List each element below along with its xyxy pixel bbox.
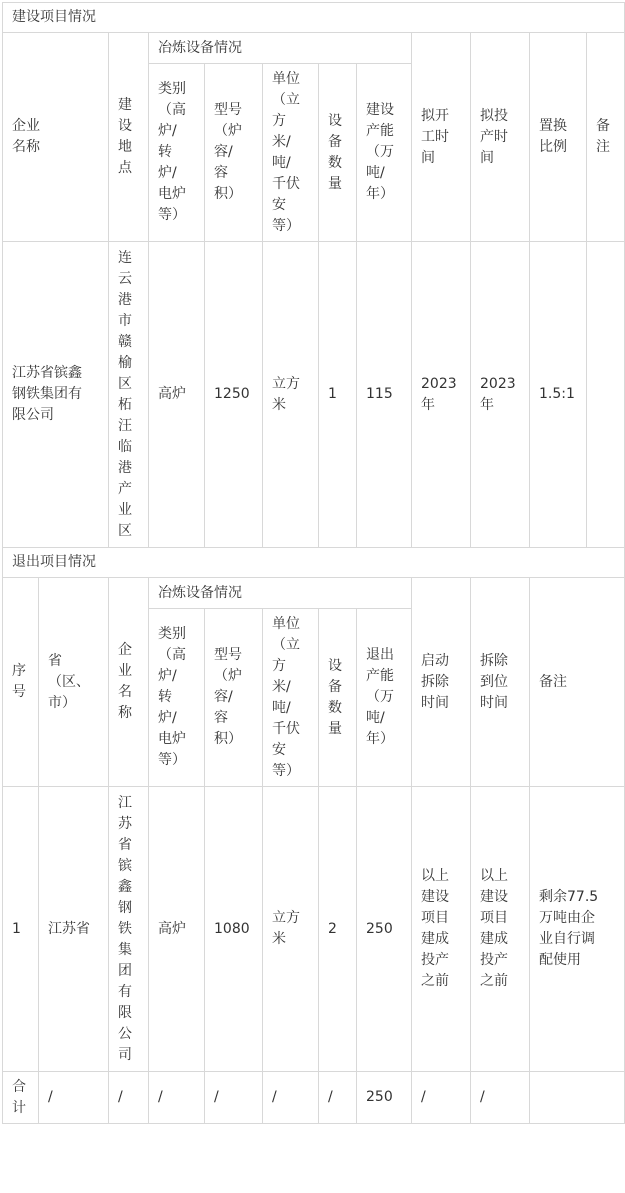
exit-type: 高炉 — [149, 787, 205, 1072]
build-section-title: 建设项目情况 — [3, 3, 625, 33]
exit-project-table — [2, 548, 625, 1124]
build-count: 1 — [319, 242, 357, 548]
build-type: 高炉 — [149, 242, 205, 548]
exit-header-smelting: 冶炼设备情况 — [149, 578, 412, 609]
exit-header-demolish-done: 拆除 到位 时间 — [471, 578, 530, 787]
build-model: 1250 — [205, 242, 263, 548]
exit-seq: 1 — [3, 787, 39, 1072]
build-header-ratio: 置换 比例 — [530, 33, 587, 242]
exit-demolish-done: 以上 建设 项目 建成 投产 之前 — [471, 787, 530, 1072]
exit-header-capacity: 退出 产能 （万 吨/ 年） — [357, 609, 412, 787]
total-type: / — [149, 1072, 205, 1124]
build-data-row — [3, 242, 625, 548]
exit-header-remark: 备注 — [530, 578, 625, 787]
build-header-type: 类别 （高 炉/ 转 炉/ 电炉 等） — [149, 64, 205, 242]
build-header-model: 型号 （炉 容/ 容 积） — [205, 64, 263, 242]
exit-header-type: 类别 （高 炉/ 转 炉/ 电炉 等） — [149, 609, 205, 787]
exit-capacity: 250 — [357, 787, 412, 1072]
exit-header-province: 省 （区、 市） — [39, 578, 109, 787]
build-header-prod-time: 拟投 产时 间 — [471, 33, 530, 242]
total-company: / — [109, 1072, 149, 1124]
build-prod-time: 2023 年 — [471, 242, 530, 548]
build-company: 江苏省镔鑫 钢铁集团有 限公司 — [3, 242, 109, 548]
exit-header-seq: 序 号 — [3, 578, 39, 787]
total-capacity: 250 — [357, 1072, 412, 1124]
total-remark — [530, 1072, 625, 1124]
exit-header-model: 型号 （炉 容/ 容 积） — [205, 609, 263, 787]
total-model: / — [205, 1072, 263, 1124]
exit-count: 2 — [319, 787, 357, 1072]
exit-model: 1080 — [205, 787, 263, 1072]
build-project-table — [2, 2, 625, 548]
build-header-remark: 备 注 — [587, 33, 625, 242]
build-unit: 立方 米 — [263, 242, 319, 548]
build-header-start-time: 拟开 工时 间 — [412, 33, 471, 242]
build-header-location: 建 设 地 点 — [109, 33, 149, 242]
build-start-time: 2023 年 — [412, 242, 471, 548]
build-ratio: 1.5:1 — [530, 242, 587, 548]
exit-section-title: 退出项目情况 — [3, 548, 625, 578]
exit-header-unit: 单位 （立 方 米/ 吨/ 千伏 安 等） — [263, 609, 319, 787]
exit-demolish-start: 以上 建设 项目 建成 投产 之前 — [412, 787, 471, 1072]
total-demolish-done: / — [471, 1072, 530, 1124]
exit-header-company: 企 业 名 称 — [109, 578, 149, 787]
build-remark — [587, 242, 625, 548]
total-count: / — [319, 1072, 357, 1124]
exit-total-row — [3, 1072, 625, 1124]
exit-header-demolish-start: 启动 拆除 时间 — [412, 578, 471, 787]
page-bottom-space — [0, 1130, 625, 1193]
exit-remark: 剩余77.5 万吨由企 业自行调 配使用 — [530, 787, 625, 1072]
exit-unit: 立方 米 — [263, 787, 319, 1072]
total-unit: / — [263, 1072, 319, 1124]
total-label: 合 计 — [3, 1072, 39, 1124]
build-header-company: 企业 名称 — [3, 33, 109, 242]
exit-data-row — [3, 787, 625, 1072]
build-header-count: 设 备 数 量 — [319, 64, 357, 242]
exit-company: 江 苏 省 镔 鑫 钢 铁 集 团 有 限 公 司 — [109, 787, 149, 1072]
build-header-smelting: 冶炼设备情况 — [149, 33, 412, 64]
exit-header-count: 设 备 数 量 — [319, 609, 357, 787]
build-header-unit: 单位 （立 方 米/ 吨/ 千伏 安 等） — [263, 64, 319, 242]
build-header-capacity: 建设 产能 （万 吨/ 年） — [357, 64, 412, 242]
total-demolish-start: / — [412, 1072, 471, 1124]
exit-province: 江苏省 — [39, 787, 109, 1072]
total-province: / — [39, 1072, 109, 1124]
build-capacity: 115 — [357, 242, 412, 548]
build-location: 连 云 港 市 赣 榆 区 柘 汪 临 港 产 业 区 — [109, 242, 149, 548]
